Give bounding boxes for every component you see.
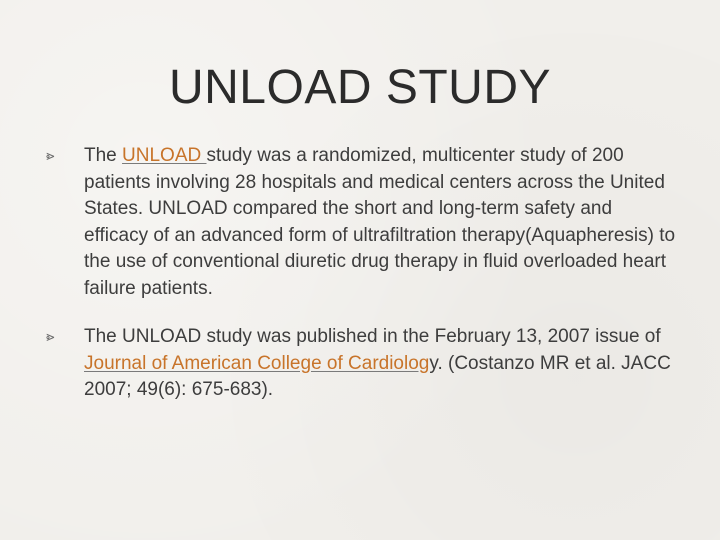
slide-title: UNLOAD STUDY [168, 61, 552, 114]
bullet-text-prefix: The [84, 145, 123, 166]
bullet-item-publication [46, 324, 676, 404]
bullet-item-unload-description [46, 143, 676, 302]
bullet-text-prefix: The UNLOAD study was published in the February 13, 2007 issue of [84, 326, 661, 347]
journal-link[interactable]: Journal of American College of Cardiolog [84, 352, 430, 374]
bullet-text-body: study was a randomized, multicenter study of 200 patients involving 28 hospitals and medical centers across the United States. UNLOAD compared the short and long-term safety and efficacy of an advanced form of ultrafiltration therapy(Aquapheresis) to the use of conventional diuretic drug therapy in fluid overloaded heart failure patients. [84, 145, 676, 299]
unload-link[interactable]: UNLOAD [122, 145, 207, 166]
arrow-bullet-icon: ⩺ [46, 147, 55, 164]
arrow-bullet-icon: ⩺ [46, 328, 55, 345]
bullet-list [46, 143, 676, 426]
bullet-text-citation: y. (Costanzo MR et al. JACC 2007; 49(6): 675-683). [84, 352, 671, 400]
